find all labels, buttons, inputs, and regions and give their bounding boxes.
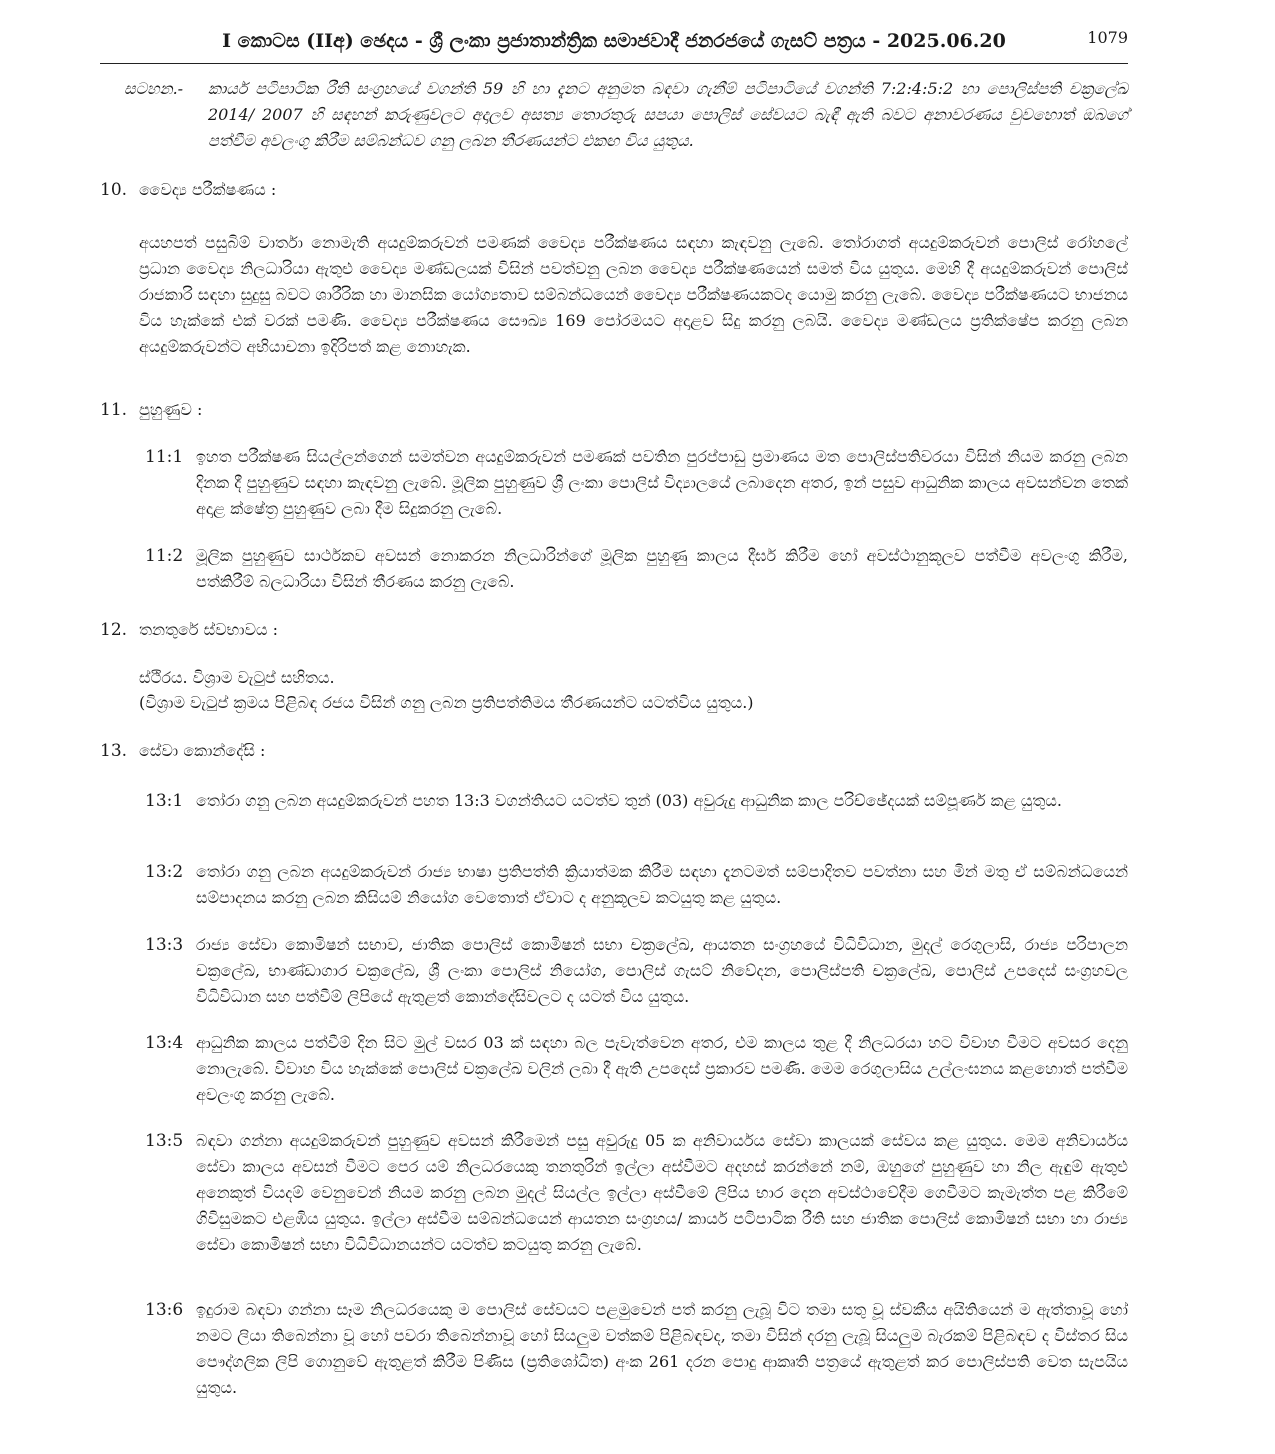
subsection-number-13-1: 13:1 xyxy=(145,791,184,811)
header-rule xyxy=(100,63,1128,64)
section-number-12: 12. xyxy=(100,620,128,640)
subsection-text-11-1: ඉහත පරීක්ෂණ සියල්ලන්ගෙන් සමත්වන අයදුම්කරුවන් පමණක් පවතින පුරප්පාඩු ප්‍රමාණය මත පොලිස්පතිවරයා විසින් නියම කරනු ලබන දිනක දී පුහුණුව සඳහා කැඳවනු ලැබේ. මූලික පුහුණුව ශ්‍රී ලංකා පොලිස් විද්‍යාලයේ ලබාදෙන අතර, ඉන් පසුව ආධුනික කාලය අවසන්වන තෙක් අදාළ ක්ෂේත්‍ර පුහුණුව ලබා දීම සිදුකරනු ලැබේ. xyxy=(196,447,1128,518)
section-title-medical: වෛද්‍ය පරීක්ෂණය : xyxy=(139,180,277,199)
header-title: I කොටස (IIඅ) ඡෙදය - ශ්‍රී ලංකා ප්‍රජාතාන්ත්‍රික සමාජවාදී ජනරජයේ ගැසට් පත්‍රය - 2025.06.20 xyxy=(222,30,1006,52)
subsection-text-13-5: බඳවා ගන්නා අයදුම්කරුවන් පුහුණුව අවසන් කිරීමෙන් පසු අවුරුදු 05 ක අනිවාර්යය සේවා කාලයක් සේවය කළ යුතුය. මෙම අනිවාර්යය සේවා කාලය අවසන් වීමට පෙර යම් නිලධරයෙකු තනතුරින් ඉල්ලා අස්වීමට අදහස් කරන්නේ නම්, ඔහුගේ පුහුණුව හා නිල ඇඳුම් ඇතුළු අනෙකුත් වියදම් වෙනුවෙන් නියම කරනු ලබන මුදල් සියල්ල ඉල්ලා අස්වීමේ ලිපිය භාර දෙන අවස්ථාවේදීම ගෙවීමට කැමැත්ත පළ කිරීමේ ගිවිසුමකට එළඹිය යුතුය. ඉල්ලා අස්වීම සම්බන්ධයෙන් ආයතන සංග්‍රහය/ කාර්ය පටිපාටික රීති සහ ජාතික පොලිස් කොමිෂන් සභා හා රාජ්‍ය සේවා කොමිෂන් සභා විධිවිධානයන්ට යටත්ව කටයුතු කරනු ලැබේ. xyxy=(196,1131,1128,1254)
subsection-text-13-2: තෝරා ගනු ලබන අයදුම්කරුවන් රාජ්‍ය භාෂා ප්‍රතිපත්ති ක්‍රියාත්මක කිරීම සඳහා දැනටමත් සම්පාදිතව පවත්නා සහ මින් මතු ඒ සම්බන්ධයෙන් සම්පාදනය කරනු ලබන කිසියම් නියෝග වෙතොත් ඒවාට ද අනුකූලව කටයුතු කළ යුතුය. xyxy=(196,862,1128,907)
page-number: 1079 xyxy=(1087,28,1128,47)
subsection-number-13-2: 13:2 xyxy=(145,862,184,882)
section-12-line-2: (විශ්‍රාම වැටුප් ක්‍රමය පිළිබඳ රජය විසින් ගනු ලබන ප්‍රතිපත්තිමය තීරණයන්ට යටත්විය යුතුය.) xyxy=(139,693,754,712)
note-text: කාර්ය පටිපාටික රීති සංග්‍රහයේ වගන්ති 59 හි හා දැනට අනුමත බඳවා ගැනීම් පටිපාටියේ වගන්ති 7:2:4:5:2 හා පොලිස්පති චක්‍රලේඛ 2014/ 2007 හි සඳහන් කරුණුවලට අදාලව අසත්‍ය තොරතුරු සපයා පොලිස් සේවයට බැඳී ඇති බවට අනාවරණය වුවහොත් ඔබගේ පත්වීම අවලංගු කිරීම සම්බන්ධව ගනු ලබන තීරණයන්ට එකඟ විය යුතුය. xyxy=(208,79,1128,150)
page-header xyxy=(100,28,1128,62)
section-10-paragraph: අයහපත් පසුබිම් වාර්තා නොමැති අයදුම්කරුවන් පමණක් වෛද්‍ය පරීක්ෂණය සඳහා කැඳවනු ලැබේ. තෝරාගත් අයදුම්කරුවන් පොලිස් රෝහලේ ප්‍රධාන වෛද්‍ය නිලධාරියා ඇතුළු වෛද්‍ය මණ්ඩලයක් විසින් පවත්වනු ලබන වෛද්‍ය පරීක්ෂණයෙන් සමත් විය යුතුය. මෙහි දී අයදුම්කරුවන් පොලිස් රාජකාරි සඳහා සුදුසු බවට ශාරීරික හා මානසික යෝග්‍යතාව සම්බන්ධයෙන් වෛද්‍ය පරීක්ෂණයකටද යොමු කරනු ලැබේ. වෛද්‍ය පරීක්ෂණයට භාජනය විය හැක්කේ එක් වරක් පමණි. වෛද්‍ය පරීක්ෂණය සෞඛ්‍ය 169 පෝරමයට අදාළව සිදු කරනු ලබයි. වෛද්‍ය මණ්ඩලය ප්‍රතික්ෂේප කරනු ලබන අයදුම්කරුවන්ට අභියාචනා ඉදිරිපත් කළ නොහැක. xyxy=(139,233,1128,356)
subsection-number-13-5: 13:5 xyxy=(145,1131,184,1151)
section-number-10: 10. xyxy=(100,180,128,200)
subsection-number-11-1: 11:1 xyxy=(145,447,184,467)
subsection-number-13-4: 13:4 xyxy=(145,1033,184,1053)
subsection-number-13-3: 13:3 xyxy=(145,935,184,955)
section-12-line-1: ස්ථිරය. විශ්‍රාම වැටුප් සහිතය. xyxy=(139,668,335,687)
subsection-text-13-1: තෝරා ගනු ලබන අයදුම්කරුවන් පහත 13:3 වගන්තියට යටත්ව තුන් (03) අවුරුදු ආධුනික කාල පරිච්ඡේදයක් සම්පූර්ණ කළ යුතුය. xyxy=(196,791,1062,810)
subsection-text-13-6: ඉදුරාම බඳවා ගන්නා සෑම නිලධරයෙකු ම පොලිස් සේවයට පළමුවෙන් පත් කරනු ලැබූ විට තමා සතු වූ ස්වකීය අයිතියෙන් ම ඇත්තාවූ හෝ නමට ලියා තිබෙන්නා වූ හෝ පවරා තිබෙන්නාවූ හෝ සියලුම වත්කම් පිළිබඳවද, තමා විසින් දරනු ලැබූ සියලුම බැරකම් පිළිබඳව ද විස්තර සිය පෞද්ගලික ලිපි ගොනුවේ ඇතුළත් කිරීම පිණිස (ප්‍රතිශෝධිත) අංක 261 දරන පොදු ආකෘති පත්‍රයේ ඇතුළත් කර පොලිස්පති වෙත සැපයිය යුතුය. xyxy=(196,1300,1128,1397)
subsection-text-13-3: රාජ්‍ය සේවා කොමිෂන් සභාව, ජාතික පොලිස් කොමිෂන් සභා චක්‍රලේඛ, ආයතන සංග්‍රහයේ විධිවිධාන, මුදල් රෙගුලාසි, රාජ්‍ය පරිපාලන චක්‍රලේඛ, භාණ්ඩාගාර චක්‍රලේඛ, ශ්‍රී ලංකා පොලිස් නියෝග, පොලිස් ගැසට් නිවේදන, පොලිස්පති චක්‍රලේඛ, පොලිස් උපදෙස් සංග්‍රහවල විධිවිධාන සහ පත්වීම් ලිපියේ ඇතුළත් කොන්දේසිවලට ද යටත් විය යුතුය. xyxy=(196,935,1128,1006)
section-title-service-conditions: සේවා කොන්දේසි : xyxy=(139,741,266,760)
note-label: සටහන.- xyxy=(124,79,184,98)
section-title-training: පුහුණුව : xyxy=(139,400,203,419)
section-number-13: 13. xyxy=(100,741,128,761)
subsection-text-11-2: මූලික පුහුණුව සාර්ථකව අවසන් නොකරන නිලධාරින්ගේ මූලික පුහුණු කාලය දීර්ඝ කිරීම හෝ අවස්ථානුකූලව පත්වීම අවලංගු කිරීම, පත්කිරීම් බලධාරියා විසින් තීරණය කරනු ලැබේ. xyxy=(196,546,1128,591)
section-number-11: 11. xyxy=(100,400,128,420)
subsection-number-11-2: 11:2 xyxy=(145,546,184,566)
subsection-text-13-4: ආධුනික කාලය පත්වීම් දින සිට මුල් වසර 03 ක් සඳහා බල පැවැත්වෙන අතර, එම කාලය තුළ දී නිලධරයා හට විවාහ වීමට අවසර දෙනු නොලැබේ. විවාහ විය හැක්කේ පොලිස් චක්‍රලේඛ වලින් ලබා දී ඇති උපදෙස් ප්‍රකාරව පමණි. මෙම රෙගුලාසිය උල්ලංඝනය කළහොත් පත්වීම අවලංගු කරනු ලැබේ. xyxy=(196,1033,1128,1104)
subsection-number-13-6: 13:6 xyxy=(145,1300,184,1320)
section-title-nature-of-post: තනතුරේ ස්වභාවය : xyxy=(139,620,278,639)
